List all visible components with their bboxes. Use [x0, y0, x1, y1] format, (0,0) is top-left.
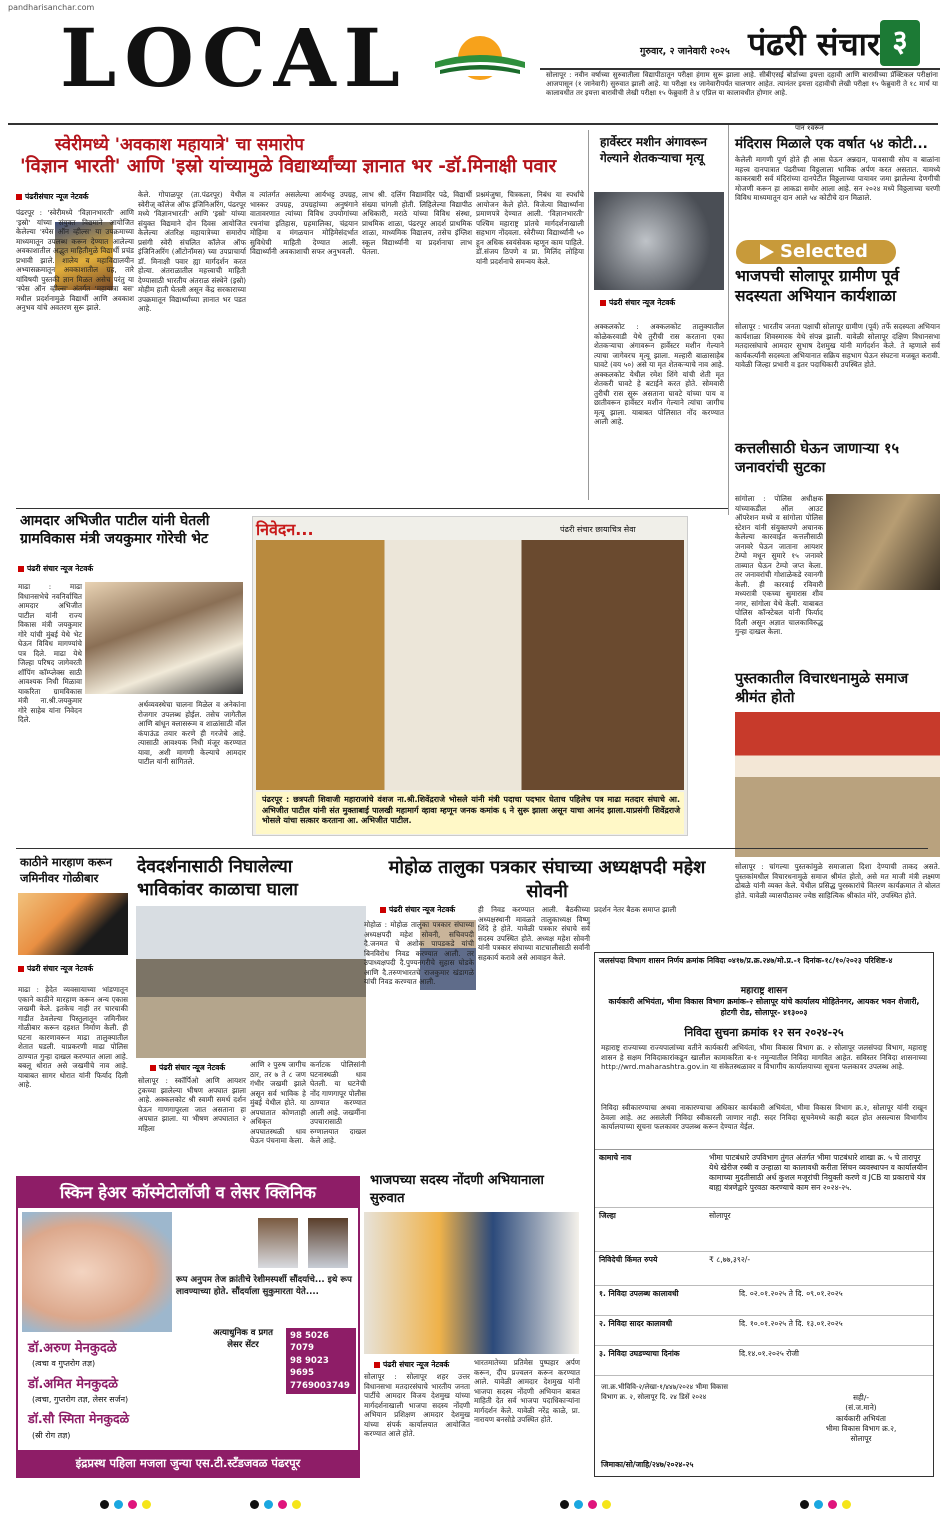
- reg-dot: [800, 1500, 809, 1509]
- firing-headline: काठीने मारहाण करून जमिनीवर गोळीबार: [20, 855, 112, 885]
- animals-headline: कत्तलीसाठी घेऊन जाणाऱ्या १५ जनावरांची सुटका: [735, 441, 900, 476]
- harvester-body: अक्कलकोट : अक्कलकोट तालुक्यातील कोळेकरवाडी येथे तुरीची रास करताना एका शेतकऱ्याचा अंगावरून हार्वेस्टर मशीन गेल्याने त्याचा जागेवरच मृत्यू झाला. मल्हारी बाळासाहेब घावटे (वय ५०) असे या मृत शेतकऱ्याचे नाव आहे. अक्कलकोट येथील रमेश शिंगे यांची शेती मृत शेतकरी घावटे हे बटाईने करत होते. सोमवारी तुरीची रास सुरू असताना घावटे यांच्या पाय व छातीवरून हार्वेस्टर मशीन गेल्याने त्यांचा जागीच मृत्यू झाला. याबाबत पोलिसात नोंद करण्यात आली आहे.: [594, 322, 724, 426]
- lead-col-3: व त्यांतर्गत असलेल्या आर्यभट्ट उपग्रह, भास्कर उपग्रह, उपग्रहांच्या अनुषंगाने वातावरणात त्यांच्या विविध उपयोगांच्या रचनांचा इतिहास, ग्रहमालिका, चंद्रयान मोहिमा व मंगळयान मोहिमेसंदर्भात सुविधेची माहिती देण्यात आली. विद्यार्थ्यांनी अवकाशाची सफर अनुभवली.: [250, 190, 358, 256]
- bjp-drive-col-2: भारतमातेच्या प्रतिमेस पुष्पहार अर्पण करून, दीप प्रज्वलन करून करण्यात आले. यावेळी आमदार देशमुख यांनी भाजपा सदस्य नोंदणी अभियान बाबत माहिती देत सर्व भाजपा पदाधिकाऱ्यांना मार्गदर्शन केले. यावेळी नरेंद्र काळे, प्रा. नारायण बनसोडे उपस्थित होते.: [474, 1358, 580, 1424]
- tender-row-key: २. निविदा सादर कालावधी: [599, 1319, 673, 1328]
- reg-dot: [128, 1500, 137, 1509]
- accident-headline: देवदर्शनासाठी निघालेल्या भाविकांवर काळाचा घाला: [137, 857, 298, 900]
- reg-dot: [292, 1500, 301, 1509]
- tender-sign-sd: सही/-: [853, 1393, 869, 1402]
- bjp-drive-col-1: सोलापूर : सोलापूर शहर उत्तर विधानसभा मतदारसंघाचे भारतीय जनता पार्टीचे आमदार विजय देशमुख यांच्या मार्गदर्शनाखाली भाजपा सदस्य नोंदणी अभियान प्रशिक्षण आमदार देशमुख यांच्या संपर्क कार्यालयात आयोजित करण्यात आले होते.: [364, 1372, 470, 1438]
- bjp-drive-byline: [374, 1360, 449, 1370]
- firing-body: माढा : हेदेत व्यवसायाच्या भांडणातून एकाने काठीने मारहाण करून अन्य एकास जखमी केले. इतकेच नाही तर चारचाकी गाडीत ठेवलेल्या पिस्तुलातून जमिनीवर गोळीबार करून दहशत निर्माण केली. ही घटना कारणावरून माढा तालुक्यातील शेतात घडली. याप्रकरणी माढा पोलिस ठाण्यात गुन्हा दाखल करण्यात आला आहे. बबलू थोरात असे जखमीचे नाव आहे. याबाबत सागर थोरात यांनी फिर्याद दिली आहे.: [18, 985, 128, 1089]
- clinic-phone[interactable]: 98 9023 9695: [290, 1355, 329, 1379]
- section-rule: [16, 508, 728, 509]
- animals-photo: [826, 494, 940, 590]
- firing-byline: [18, 964, 93, 974]
- tender-footer: जिमाका/सो/जाहि/२४७/२०२४-२५: [601, 1460, 694, 1469]
- clinic-doctor-photo-1: [258, 1218, 298, 1268]
- book-event-photo: [735, 712, 940, 857]
- lead-col-1: पंढरपूर : 'स्वेरीमध्ये 'विज्ञानभारती' आणि 'इस्रो' यांच्या संयुक्त विद्यमाने आयोजित केलेल्या 'स्पेस ऑन व्हील्स' या उपक्रमाच्या माध्यमातून उपलब्ध करून देण्यात आलेल्या अवकाशातील अद्भुत माहितीमुळे विद्यार्थी प्रचंड प्रभावी झाले. शालेय व महाविद्यालयीन अभ्यासक्रमातून अवकाशातील ग्रह, तारे यांविषयी पुस्तकी ज्ञान मिळत असेच परंतु या 'स्पेस ऑन व्हील्स' अंतर्गत 'महायात्रा बस' मधील प्रदर्शनामुळे विद्यार्थी आणि अवकाश अनुभव यांचे अवतरण सुरू झाले.: [16, 208, 134, 312]
- col-divider: [728, 125, 729, 515]
- harvester-byline-text: पंढरी संचार न्यूज नेटवर्क: [609, 298, 676, 307]
- lead-col-4: लाभ श्री. दलिंग विद्यामंदिर पढे, विद्यार्थी संख्या चांगली होती. लिहिलेल्या विद्यापीठ अधिकारी, मराठे यांच्या विविध संस्था, प्राथमिक शाळा, पंढरपूर आदर्श प्राथमिक शाळा, माध्यमिक विद्यालय, तसेच इंग्लिश स्कूल विद्यार्थ्यांनी या प्रदर्शनाचा लाभ घेतला.: [362, 190, 472, 256]
- mla-col-1: माढा : माढा विधानसभेचे नवनिर्वाचित आमदार अभिजीत पाटील यांनी राज्य विकास मंत्री जयकुमार गोरे यांची मुंबई येथे भेट घेऊन विविध मागण्यांचे पत्र दिले. माढा येथे जिल्हा परिषद जागेवरती शॉपिंग कॉम्प्लेक्स साठी आवश्यक निधी मिळावा याकरिता ग्रामविकास मंत्री ना.श्री.जयकुमार गोरे साहेब यांना निवेदन दिले.: [18, 582, 82, 724]
- tender-sign-title: कार्यकारी अभियंता: [836, 1413, 886, 1423]
- registration-marks: [100, 1500, 151, 1509]
- site-url[interactable]: pandharisanchar.com: [8, 3, 95, 12]
- reg-dot: [842, 1500, 851, 1509]
- lead-byline: [16, 192, 89, 202]
- section-rule: [16, 848, 928, 849]
- tender-intro-2: निविदा स्वीकारण्याचा अथवा नाकारण्याचा अधिकार कार्यकारी अभियंता, भीमा विकास विभाग क्र.२, सोलापूर यांनी राखून ठेवला आहे. अट असलेली निविदा स्वीकारली जाणार नाही. सदर निविदा सूचनेमध्ये काही बदल होत असल्यास विभागीय कार्यालयाच्या सूचना फलकावर उपलब्ध करून देण्यात येईल.: [601, 1103, 927, 1131]
- harvester-headline: हार्वेस्टर मशीन अंगावरून गेल्याने शेतकऱ्याचा मृत्यू: [600, 135, 707, 166]
- clinic-doctor-2-spec: (त्वचा, गुप्तरोग तज्ञ, लेसर सर्जन): [32, 1395, 129, 1404]
- bjp-workshop-headline: भाजपची सोलापूर ग्रामीण पूर्व सदस्यता अभियान कार्यशाळा: [735, 267, 900, 306]
- mohol-col-3: प्रदर्शन नेतर बैठक समाप्त झाली: [594, 905, 677, 914]
- clinic-doctor-photo-2: [308, 1218, 348, 1268]
- brand-logo: पंढरी संचार: [748, 25, 881, 63]
- clinic-doctor-3-name: डॉ.सौ स्मिता मेनकुदळे: [28, 1411, 130, 1426]
- clinic-address: इंद्रप्रस्थ पहिला मजला जुन्या एस.टी.स्टॅंडजवळ पंढरपूर: [18, 1450, 358, 1476]
- clinic-face-image: [22, 1212, 172, 1332]
- book-headline: पुस्तकातील विचारधनामुळे समाज श्रीमंत होतो: [735, 671, 909, 706]
- harvester-photo-handcuffs: [594, 192, 724, 290]
- tender-sign-city: सोलापूर: [850, 1434, 872, 1444]
- registration-marks: [250, 1500, 301, 1509]
- tender-row-key: जिल्हा: [599, 1211, 616, 1220]
- book-body: सोलापूर : चांगल्या पुस्तकांमुळे समाजाला दिशा देण्याची ताकद असते. पुस्तकांमधील विचारधनामुळे समाज श्रीमंत होतो, असे मत माजी मंत्री लक्ष्मण ढोबळे यांनी व्यक्त केले. येथील प्रसिद्ध पुरस्कारांचे वितरण कार्यक्रमात ते बोलत होते. यावेळी व्यासपीठावर ज्येष्ठ साहित्यिक श्रीकांत मोरे, उपस्थित होते.: [735, 862, 940, 900]
- lead-col-5: प्रश्नमंजुषा, चित्रकला, निबंध या स्पर्धांचे आयोजन केले होते. विजेत्या विद्यार्थ्यांना प्रमाणपत्रे देण्यात आली. 'विज्ञानभारती' पश्चिम महाराष्ट्र प्रांतचे मार्गदर्शनाखाली सहभाग नोंदवला. स्वेरीच्या विद्यार्थ्यांनी ५० हून अधिक स्वयंसेवक म्हणून काम पाहिले. डॉ.संजय ठिपणे व प्रा. मिलिंद लोहिया यांनी प्रदर्शनाचे समन्वय केले.: [476, 190, 584, 266]
- tender-ref: जा.क्र.भीविवि-२/लेखा-१/४४७/२०२४ भीमा विकास विभाग क्र. २, सोलापूर दि. २४ डिसें २०२४: [601, 1383, 728, 1401]
- clinic-tagline: रूप अनुपम तेज क्रांतीचे रेशीमस्पर्शी सौंदर्याचे... इथे रूप लावण्याच्या होते. सौंदर्याला सुकुमारता येते....: [176, 1275, 352, 1298]
- clinic-ad[interactable]: [16, 1176, 360, 1478]
- bjp-drive-headline: भाजपच्या सदस्य नोंदणी अभियानाला सुरुवात: [370, 1173, 544, 1206]
- accident-byline-text: पंढरी संचार न्यूज नेटवर्क: [159, 1063, 226, 1072]
- tender-row-key: कामाचे नाव: [599, 1153, 632, 1162]
- lead-headline: 'विज्ञान भारती' आणि 'इस्रो यांच्यामुळे विद्यार्थ्यांच्या ज्ञानात भर -डॉ.मिनाक्षी पवार: [20, 156, 557, 177]
- mla-col-1b: [18, 700, 130, 840]
- mohol-col-2: ही निवड करण्यात आली. बैठकीच्या अध्यक्षस्थानी मावळते तालुकाध्यक्ष विष्णु शिंदे हे होते. यावेळी पत्रकार संघाचे सर्व सदस्य उपस्थित होते. अध्यक्ष महेश सोवनी यांनी पत्रकार संघाच्या वाटचालीसाठी सर्वांनी सहकार्य करावे असे आवाहन केले.: [478, 905, 590, 962]
- reg-dot: [814, 1500, 823, 1509]
- firing-byline-text: पंढरी संचार न्यूज नेटवर्क: [27, 964, 94, 973]
- bjp-workshop-body: सोलापूर : भारतीय जनता पक्षाची सोलापूर ग्रामीण (पूर्व) तर्फे सदस्यता अभियान कार्यशाळा शिवस्मारक येथे संपन्न झाली. यावेळी सोलापूर दक्षिण विधानसभा मतदारसंघाचे आमदार सुभाष देशमुख यांनी मार्गदर्शन केले. ते म्हणाले सर्व कार्यकर्त्यांनी सदस्यता अभियानात सक्रिय सहभाग घेऊन संघटना मजबूत करावी. यावेळी जिल्हा प्रभारी व इतर पदाधिकारी उपस्थित होते.: [735, 322, 940, 369]
- tender-row-district: [595, 1208, 933, 1252]
- nivedan-label: निवेदन...: [256, 520, 314, 539]
- gun-photo: [18, 893, 128, 955]
- clinic-service: अत्याधुनिक व प्रगत लेसर सेंटर: [213, 1328, 273, 1350]
- clinic-phone[interactable]: 98 5026 7079: [290, 1331, 329, 1354]
- mla-photo: [85, 582, 243, 694]
- arrow-icon: [760, 244, 774, 260]
- page-number-badge: [880, 20, 920, 66]
- lead-kicker: स्वेरीमध्ये 'अवकाश महायात्रे' चा समारोप: [55, 135, 304, 155]
- nivedan-photo: [256, 540, 684, 790]
- accident-col-2: आणि २ पुरुष जागीच ठार, तर ७ ते ८ जण गंभीर जखमी झाले असून सर्व भाविक हे मुंबई येथील होते. या अपघातात कोणताही अधिकृत अपघातस्थळी धाव घेऊन पंचनामा केला.: [250, 1060, 306, 1145]
- reg-dot: [264, 1500, 273, 1509]
- tender-notice: [594, 952, 934, 1477]
- mla-col-2: अर्थव्यवस्थेचा चालना मिळेल व अनेकांना रोजगार उपलब्ध होईल. तसेच जागेतील आणि बांधून क्लासरूम व शाळांसाठी वॉल कंपाऊंड तयार करणे ही गरजेचे आहे. त्यासाठी आवश्यक निधी मंजूर करण्यात यावा, अशी मागणी केल्याचे आमदार पाटील यांनी सांगितले.: [138, 700, 246, 766]
- tender-row-value: दि. १०.०१.२०२५ ते दि. १३.०१.२०२५: [739, 1319, 843, 1328]
- tender-table: [595, 1149, 933, 1376]
- tender-row-submit: [595, 1316, 933, 1346]
- tender-title: निविदा सुचना क्रमांक १२ सन २०२४-२५: [684, 1026, 844, 1039]
- lead-byline-text: पंढरीसंचार न्यूज नेटवर्क: [25, 192, 89, 201]
- tender-header: जलसंपदा विभाग शासन निर्णय क्रमांक निविदा ०४१७/प्र.क्र.२४७/मो.प्र.-१ दिनांक-१८/१०/२०२३ परिशिष्ट-४: [599, 956, 893, 965]
- tender-office: कार्यकारी अभियंता, भीमा विकास विभाग क्रमांक-२ सोलापूर यांचे कार्यालय मोहितेनगर, आयकर भवन शेजारी, होटगी रोड, सोलापूर- ४१३००३: [608, 997, 920, 1017]
- bjp-drive-byline-text: पंढरी संचार न्यूज नेटवर्क: [383, 1360, 450, 1369]
- col-divider: [588, 130, 589, 500]
- reg-dot: [278, 1500, 287, 1509]
- temple-body: केलेली मागणी पूर्ण होते ही आस घेऊन अन्नदान, पावसाची सोय व बाळांना महत्त्व दानपात्रात पंढरीच्या विठ्ठलाला भाविक अर्पण करत असतात. यामध्ये काकरबारी सर्व मंदिरांच्या दानपेटीत विठ्ठलाच्या पायावर जमा झालेल्या देणगीची मोजणी करून हा आकडा समोर आला आहे. सन २०२४ मध्ये विठ्ठलाच्या चरणी विविध माध्यमातून दान आले ५४ कोटीचे दान मिळाले.: [735, 155, 940, 202]
- tender-row-price: [595, 1252, 933, 1286]
- accident-col-1: सोलापूर : स्कॉर्पिओ आणि आयशर ट्रकच्या झालेल्या भीषण अपघात झाला आहे. अक्कलकोट श्री स्वामी समर्थ दर्शन घेऊन गाणगापूरला जात असताना हा अपघात झाला. या भीषण अपघातात २ महिला: [138, 1076, 246, 1133]
- masthead-rule: [540, 68, 940, 70]
- clinic-doctor-3-spec: (स्री रोग तज्ञ): [32, 1431, 71, 1440]
- continued-label: पान १वरून: [795, 124, 824, 132]
- clinic-phones: [286, 1328, 356, 1394]
- accident-col-3: कर्नाटक पोलिसांनी घटनास्थळी धाव घेतली. या घटनेची नोंद गाणगापूर पोलीस ठाण्यात करण्यात आली आहे. जखमींना उपचारासाठी रुग्णालयात दाखल केले आहे.: [310, 1060, 366, 1145]
- tender-intro: महाराष्ट्र राज्याच्या राज्यपालांच्या वतीने कार्यकारी अभियंता, भीमा विकास विभाग क्र. २ सोलापूर जलसंपदा विभाग, महाराष्ट्र शासन हे सक्षम निविदाकारांकडून खालील कामाकरिता ब-१ नमुन्यातील निविदा मागवित आहेत. सविस्तर निविदा शासनाच्या http://wrd.maharashtra.gov.in या संकेतस्थळावर व विभागीय कार्यालयाच्या सूचना फलकावर उपलब्ध आहे.: [601, 1043, 927, 1071]
- tender-gov: महाराष्ट्र शासन: [740, 986, 788, 996]
- registration-marks: [560, 1500, 611, 1509]
- sunrise-logo: [430, 18, 530, 76]
- mohol-byline-text: पंढरी संचार न्यूज नेटवर्क: [389, 905, 456, 914]
- tender-sign-name: (सं.ज.माने): [845, 1403, 877, 1413]
- accident-byline: [150, 1063, 225, 1073]
- tender-row-available: [595, 1286, 933, 1316]
- page-number: ३: [892, 24, 908, 59]
- tender-row-key: १. निविदा उपलब्ध कालावधी: [599, 1289, 679, 1298]
- clinic-doctor-2-name: डॉ.अमित मेनकुदळे: [28, 1377, 119, 1392]
- tender-row-work: [595, 1150, 933, 1208]
- harvester-byline: [600, 298, 675, 308]
- reg-dot: [602, 1500, 611, 1509]
- tender-row-key: ३. निविदा उघडण्याचा दिनांक: [599, 1349, 680, 1358]
- tender-sign-office: भीमा विकास विभाग क्र.२,: [825, 1424, 897, 1434]
- mla-headline: आमदार अभिजीत पाटील यांनी घेतली ग्रामविकास मंत्री जयकुमार गोरेची भेट: [20, 513, 210, 548]
- tender-row-value: दि.१४.०१.२०२५ रोजी: [739, 1349, 799, 1358]
- reg-dot: [100, 1500, 109, 1509]
- clinic-doctor-1-spec: (त्वचा व गुप्तरोग तज्ञ): [32, 1359, 96, 1368]
- tender-row-key: निविदेची किंमत रुपये: [599, 1255, 658, 1264]
- clinic-doctor-1-name: डॉ.अरुण मेनकुदळे: [28, 1341, 117, 1356]
- tender-row-value: दि. ०२.०१.२०२५ ते दि. ०९.०१.२०२५: [739, 1289, 843, 1298]
- mohol-byline: [380, 905, 455, 915]
- section-title: LOCAL: [60, 11, 408, 105]
- reg-dot: [588, 1500, 597, 1509]
- tender-row-value: सोलापूर: [709, 1211, 731, 1220]
- issue-date: गुरुवार, २ जानेवारी २०२५: [640, 46, 730, 57]
- mla-byline-text: पंढरी संचार न्यूज नेटवर्क: [27, 564, 94, 573]
- temple-headline: मंदिरास मिळाले एक वर्षात ५४ कोटी...: [735, 136, 928, 152]
- reg-dot: [828, 1500, 837, 1509]
- reg-dot: [114, 1500, 123, 1509]
- bjp-drive-photo: [364, 1212, 579, 1354]
- reg-dot: [560, 1500, 569, 1509]
- animals-body-top: सांगोला : पोलिस अधीक्षक यांच्याकडील ऑल आउट ऑपरेशन मध्ये व सांगोला पोलिस स्टेशन यांनी संयुक्तपणे अचानक केलेल्या कारवाईत कत्तलीसाठी जनावरे घेऊन जाताना आयशर टेम्पो मधून सुमारे १५ जनावरे ताब्यात घेऊन टेम्पो जप्त केला. तर जनावरांची गोशाळेकडे रवानगी केली. ही कारवाई रविवारी मध्यरात्री एकच्या सुमारास शीव नगर, सांगोला येथे केली. याबाबत पोलिस कॉन्स्टेबल यांनी फिर्याद दिली असून अज्ञात चालकाविरुद्ध गुन्हा दाखल केला.: [735, 494, 823, 636]
- tender-signature: [795, 1393, 927, 1445]
- tender-row-value: ₹ ८,७७,३९२/-: [709, 1255, 751, 1264]
- tender-row-open: [595, 1346, 933, 1376]
- accident-photo: [136, 906, 366, 1058]
- mla-col-2-intro: [140, 564, 240, 578]
- lead-col-2: केले. गोपाळपूर (ता.पंढरपूर) येथील स्वेरीज् कॉलेज ऑफ इंजिनिअरिंग, पंढरपूर मध्ये 'विज्ञानभारती' आणि 'इस्रो' यांच्या संयुक्त विद्यमाने दोन दिवस आयोजित केलेल्या अंतरिक्ष महायात्रेच्या समारोप प्रसंगी स्वेरी संचलित कॉलेज ऑफ इंजिनिअरिंग (ऑटोनॉमस) च्या उपप्राचार्या डॉ. मिनाक्षी पवार ह्या मार्गदर्शन करत होत्या. अंतराळातील महत्त्वाची माहिती देण्यासाठी भारतीय अंतराळ संस्थेने (इस्रो) मोहीम हाती घेतली असून केंद्र सरकाराच्या उपक्रमातून विद्यार्थ्यांच्या ज्ञानात भर पडत आहे.: [138, 190, 246, 313]
- mohol-col-1: मोहोळ : मोहोळ तालुका पत्रकार संघाच्या अध्यक्षपदी महेश सोवनी, सचिवपदी दै.जनमत चे अशोक पापडकडे यांची बिनविरोध निवड करण्यात आली. तर उपाध्यक्षपदी दै.पुण्यनगरीचे सुहास घोडके आणि दै.तरुणभारतचे राजकुमार खंडागळे यांची निवड करण्यात आली.: [364, 920, 474, 986]
- reg-dot: [574, 1500, 583, 1509]
- reg-dot: [142, 1500, 151, 1509]
- clinic-title: स्किन हेअर कॉस्मेटोलॉजी व लेसर क्लिनिक: [18, 1178, 358, 1208]
- clinic-phone[interactable]: 7769003749: [290, 1380, 350, 1391]
- tender-row-value: भीमा पाटबंधारे उपविभाग तुंगत अंतर्गत भीमा पाटबंधारे शाखा क्र. ५ चे तारापूर येथे खेरीज रब्बी व उन्हाळा या कालावधी करीता सिंचन व्यवस्थापन व कार्यालयीन कामाच्या मुदतीसाठी अर्ध कुशल मजूरांची नियुक्ती करणे व JCB या प्रकाराचे यंत्र बाह्य यंत्रणेद्वारे पुरवठा करण्याचे काम सन २०२४-२५.: [709, 1153, 928, 1192]
- nivedan-caption: पंढरपूर : छत्रपती शिवाजी महाराजांचे वंशज ना.श्री.शिवेंद्रराजे भोसले यांनी मंत्री पदाचा पदभार घेताच पहिलेच पत्र माढा मतदार संघाचे आ. अभिजीत पाटील यांनी संत मुक्ताबाई पालखी महामार्ग व्हावा म्हणून जनक कमांक ६ ने सुरू झाला असून याचा आनंद झाला.याप्रसंगी शिवेंद्रराजे भोसले यांचा सत्कार करताना आ. अभिजीत पाटील.: [262, 795, 680, 826]
- reg-dot: [250, 1500, 259, 1509]
- mla-byline: [18, 564, 93, 574]
- registration-marks: [800, 1500, 851, 1509]
- ticker-text: सोलापूर : नवीन वर्षाच्या सुरुवातीला विद्यापीठातून परीक्षा हंगाम सुरू झाला आहे. सीबीएसई बोर्डाच्या इयत्ता दहावी आणि बारावीच्या प्रॅक्टिकल परीक्षांना आजपासून (१ जानेवारी) सुरुवात झाली आहे. या परीक्षा १४ जानेवारीपर्यंत चालणार आहेत. त्यानंतर इयत्ता दहावीची लेखी परीक्षा १५ फेब्रुवारी ते १८ मार्च या कालावधीत तर इयत्ता बारावीची लेखी परीक्षा १५ फेब्रुवारी ते ४ एप्रिल या कालावधीत होणार आहे.: [546, 71, 938, 98]
- mohol-headline: मोहोळ तालुका पत्रकार संघाच्या अध्यक्षपदी महेश सोवनी: [388, 857, 706, 903]
- nivedan-credit: पंढरी संचार छायाचित्र सेवा: [560, 525, 636, 534]
- selected-badge-text: Selected: [780, 241, 868, 262]
